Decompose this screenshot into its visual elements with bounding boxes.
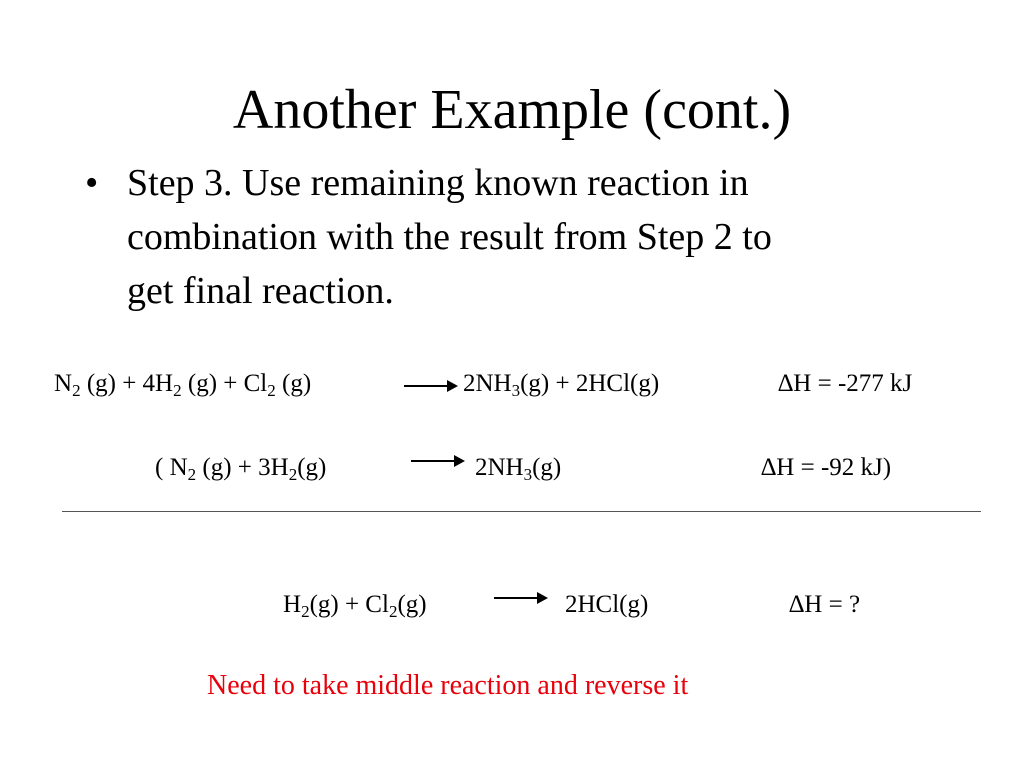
reaction-1-arrow-icon [404,380,457,392]
bullet-marker: • [85,162,99,204]
reaction-3-arrow-icon [494,592,547,604]
divider-line [62,511,981,512]
reaction-2-products: $2NH_3(g)$ [475,454,562,484]
reaction-1-enthalpy: ∆H = -277 kJ [778,370,913,397]
note-text: Need to take middle reaction and reverse it [207,670,689,701]
reaction-3-reactants: $H_2(g) + Cl_2(g)$ [283,591,427,621]
reaction-2-reactants: ( $N_2$ $(g) + 3H_2(g)$ [155,454,327,484]
reaction-3-enthalpy: ∆H = ? [789,591,861,618]
reaction-2-arrow-icon [411,455,464,467]
reaction-1-products: $2NH_3(g) + 2HCl(g)$ [463,370,660,400]
bullet-text [127,156,927,318]
reaction-2-enthalpy: ∆H = -92 kJ) [761,454,892,481]
bullet-line-1: Step 3. Use remaining known reaction in [127,162,749,204]
reaction-3-products: 2HCl(g) [565,591,649,618]
bullet-line-2: combination with the result from Step 2 to [127,216,772,258]
bullet-line-3: get final reaction. [127,270,394,312]
reaction-1-reactants: $N_2$ $(g) + 4H_2$ $(g) + Cl_2$ (g) [54,370,312,400]
slide-title: Another Example (cont.) [232,79,792,141]
